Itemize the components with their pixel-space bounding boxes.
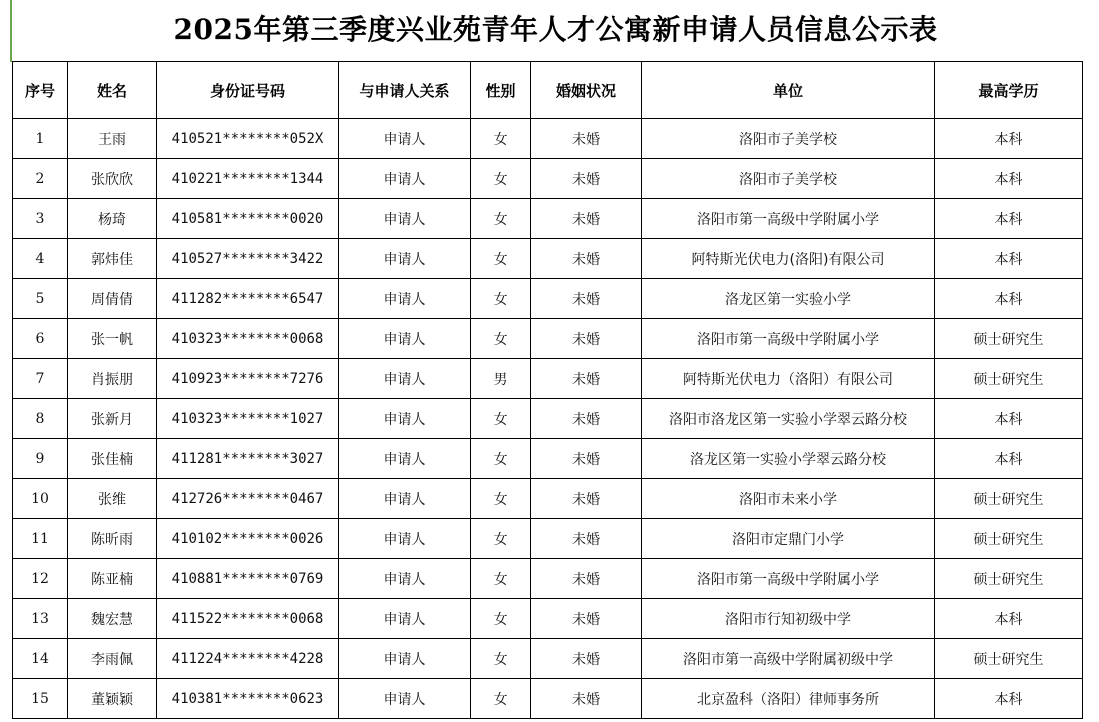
table-row: [13, 439, 1083, 479]
name-cell: 张新月: [68, 399, 157, 439]
gender-cell: 女: [471, 679, 531, 719]
col-header-employer: 单位: [642, 62, 935, 119]
education-cell: 硕士研究生: [935, 319, 1083, 359]
gender-cell: 女: [471, 239, 531, 279]
marital-status-cell: 未婚: [531, 639, 642, 679]
marital-status-cell: 未婚: [531, 479, 642, 519]
id-number-cell: 410323********1027: [157, 399, 339, 439]
name-cell: 董颖颖: [68, 679, 157, 719]
marital-status-cell: 未婚: [531, 519, 642, 559]
employer-cell: 洛龙区第一实验小学翠云路分校: [642, 439, 935, 479]
name-cell: 王雨: [68, 119, 157, 159]
education-cell: 本科: [935, 279, 1083, 319]
employer-cell: 洛阳市第一高级中学附属小学: [642, 199, 935, 239]
gender-cell: 女: [471, 519, 531, 559]
name-cell: 陈昕雨: [68, 519, 157, 559]
index-cell: 11: [13, 519, 68, 559]
marital-status-cell: 未婚: [531, 679, 642, 719]
employer-cell: 洛阳市洛龙区第一实验小学翠云路分校: [642, 399, 935, 439]
index-cell: 15: [13, 679, 68, 719]
relation-cell: 申请人: [339, 319, 471, 359]
index-cell: 3: [13, 199, 68, 239]
table-row: [13, 679, 1083, 719]
employer-cell: 洛阳市子美学校: [642, 159, 935, 199]
relation-cell: 申请人: [339, 199, 471, 239]
education-cell: 本科: [935, 439, 1083, 479]
education-cell: 本科: [935, 119, 1083, 159]
id-number-cell: 410581********0020: [157, 199, 339, 239]
gender-cell: 女: [471, 159, 531, 199]
education-cell: 硕士研究生: [935, 559, 1083, 599]
marital-status-cell: 未婚: [531, 279, 642, 319]
id-number-cell: 410923********7276: [157, 359, 339, 399]
relation-cell: 申请人: [339, 279, 471, 319]
col-header-id-number: 身份证号码: [157, 62, 339, 119]
relation-cell: 申请人: [339, 239, 471, 279]
education-cell: 硕士研究生: [935, 479, 1083, 519]
marital-status-cell: 未婚: [531, 199, 642, 239]
header-row: [13, 62, 1083, 119]
relation-cell: 申请人: [339, 519, 471, 559]
id-number-cell: 410221********1344: [157, 159, 339, 199]
col-header-relation: 与申请人关系: [339, 62, 471, 119]
applicant-table: [12, 61, 1083, 719]
table-row: [13, 479, 1083, 519]
employer-cell: 洛阳市第一高级中学附属小学: [642, 559, 935, 599]
col-header-education: 最高学历: [935, 62, 1083, 119]
relation-cell: 申请人: [339, 639, 471, 679]
index-cell: 8: [13, 399, 68, 439]
relation-cell: 申请人: [339, 439, 471, 479]
name-cell: 李雨佩: [68, 639, 157, 679]
employer-cell: 洛龙区第一实验小学: [642, 279, 935, 319]
id-number-cell: 412726********0467: [157, 479, 339, 519]
index-cell: 13: [13, 599, 68, 639]
name-cell: 张佳楠: [68, 439, 157, 479]
marital-status-cell: 未婚: [531, 319, 642, 359]
table-row: [13, 639, 1083, 679]
relation-cell: 申请人: [339, 119, 471, 159]
sheet-left-edge: [0, 0, 12, 62]
education-cell: 本科: [935, 599, 1083, 639]
relation-cell: 申请人: [339, 359, 471, 399]
table-body: [13, 119, 1083, 719]
education-cell: 硕士研究生: [935, 639, 1083, 679]
table-row: [13, 279, 1083, 319]
id-number-cell: 410521********052X: [157, 119, 339, 159]
marital-status-cell: 未婚: [531, 399, 642, 439]
name-cell: 张一帆: [68, 319, 157, 359]
marital-status-cell: 未婚: [531, 239, 642, 279]
employer-cell: 阿特斯光伏电力(洛阳)有限公司: [642, 239, 935, 279]
table-row: [13, 319, 1083, 359]
index-cell: 6: [13, 319, 68, 359]
name-cell: 周倩倩: [68, 279, 157, 319]
gender-cell: 女: [471, 319, 531, 359]
employer-cell: 洛阳市行知初级中学: [642, 599, 935, 639]
table-row: [13, 199, 1083, 239]
employer-cell: 阿特斯光伏电力（洛阳）有限公司: [642, 359, 935, 399]
relation-cell: 申请人: [339, 159, 471, 199]
gender-cell: 女: [471, 119, 531, 159]
id-number-cell: 410102********0026: [157, 519, 339, 559]
id-number-cell: 410527********3422: [157, 239, 339, 279]
relation-cell: 申请人: [339, 479, 471, 519]
employer-cell: 洛阳市第一高级中学附属初级中学: [642, 639, 935, 679]
relation-cell: 申请人: [339, 599, 471, 639]
page-title: 2025年第三季度兴业苑青年人才公寓新申请人员信息公示表: [173, 13, 938, 46]
name-cell: 魏宏慧: [68, 599, 157, 639]
employer-cell: 洛阳市第一高级中学附属小学: [642, 319, 935, 359]
col-header-name: 姓名: [68, 62, 157, 119]
id-number-cell: 410323********0068: [157, 319, 339, 359]
gender-cell: 女: [471, 199, 531, 239]
name-cell: 张欣欣: [68, 159, 157, 199]
gender-cell: 男: [471, 359, 531, 399]
table-row: [13, 239, 1083, 279]
education-cell: 本科: [935, 399, 1083, 439]
gender-cell: 女: [471, 599, 531, 639]
marital-status-cell: 未婚: [531, 119, 642, 159]
employer-cell: 北京盈科（洛阳）律师事务所: [642, 679, 935, 719]
table-row: [13, 119, 1083, 159]
employer-cell: 洛阳市未来小学: [642, 479, 935, 519]
marital-status-cell: 未婚: [531, 559, 642, 599]
table-row: [13, 599, 1083, 639]
table-row: [13, 519, 1083, 559]
id-number-cell: 410381********0623: [157, 679, 339, 719]
gender-cell: 女: [471, 399, 531, 439]
index-cell: 14: [13, 639, 68, 679]
index-cell: 1: [13, 119, 68, 159]
employer-cell: 洛阳市定鼎门小学: [642, 519, 935, 559]
marital-status-cell: 未婚: [531, 439, 642, 479]
id-number-cell: 411522********0068: [157, 599, 339, 639]
table-row: [13, 159, 1083, 199]
gender-cell: 女: [471, 559, 531, 599]
education-cell: 硕士研究生: [935, 359, 1083, 399]
table-row: [13, 359, 1083, 399]
education-cell: 本科: [935, 199, 1083, 239]
name-cell: 张维: [68, 479, 157, 519]
marital-status-cell: 未婚: [531, 599, 642, 639]
index-cell: 12: [13, 559, 68, 599]
table-row: [13, 399, 1083, 439]
gender-cell: 女: [471, 279, 531, 319]
gender-cell: 女: [471, 439, 531, 479]
col-header-index: 序号: [13, 62, 68, 119]
id-number-cell: 411282********6547: [157, 279, 339, 319]
name-cell: 杨琦: [68, 199, 157, 239]
id-number-cell: 411281********3027: [157, 439, 339, 479]
education-cell: 本科: [935, 159, 1083, 199]
index-cell: 2: [13, 159, 68, 199]
marital-status-cell: 未婚: [531, 359, 642, 399]
education-cell: 硕士研究生: [935, 519, 1083, 559]
gender-cell: 女: [471, 639, 531, 679]
name-cell: 陈亚楠: [68, 559, 157, 599]
index-cell: 9: [13, 439, 68, 479]
name-cell: 郭炜佳: [68, 239, 157, 279]
marital-status-cell: 未婚: [531, 159, 642, 199]
index-cell: 4: [13, 239, 68, 279]
index-cell: 7: [13, 359, 68, 399]
employer-cell: 洛阳市子美学校: [642, 119, 935, 159]
table-row: [13, 559, 1083, 599]
index-cell: 5: [13, 279, 68, 319]
education-cell: 本科: [935, 239, 1083, 279]
education-cell: 本科: [935, 679, 1083, 719]
id-number-cell: 410881********0769: [157, 559, 339, 599]
id-number-cell: 411224********4228: [157, 639, 339, 679]
relation-cell: 申请人: [339, 399, 471, 439]
index-cell: 10: [13, 479, 68, 519]
col-header-marital-status: 婚姻状况: [531, 62, 642, 119]
relation-cell: 申请人: [339, 559, 471, 599]
name-cell: 肖振朋: [68, 359, 157, 399]
gender-cell: 女: [471, 479, 531, 519]
col-header-gender: 性别: [471, 62, 531, 119]
relation-cell: 申请人: [339, 679, 471, 719]
